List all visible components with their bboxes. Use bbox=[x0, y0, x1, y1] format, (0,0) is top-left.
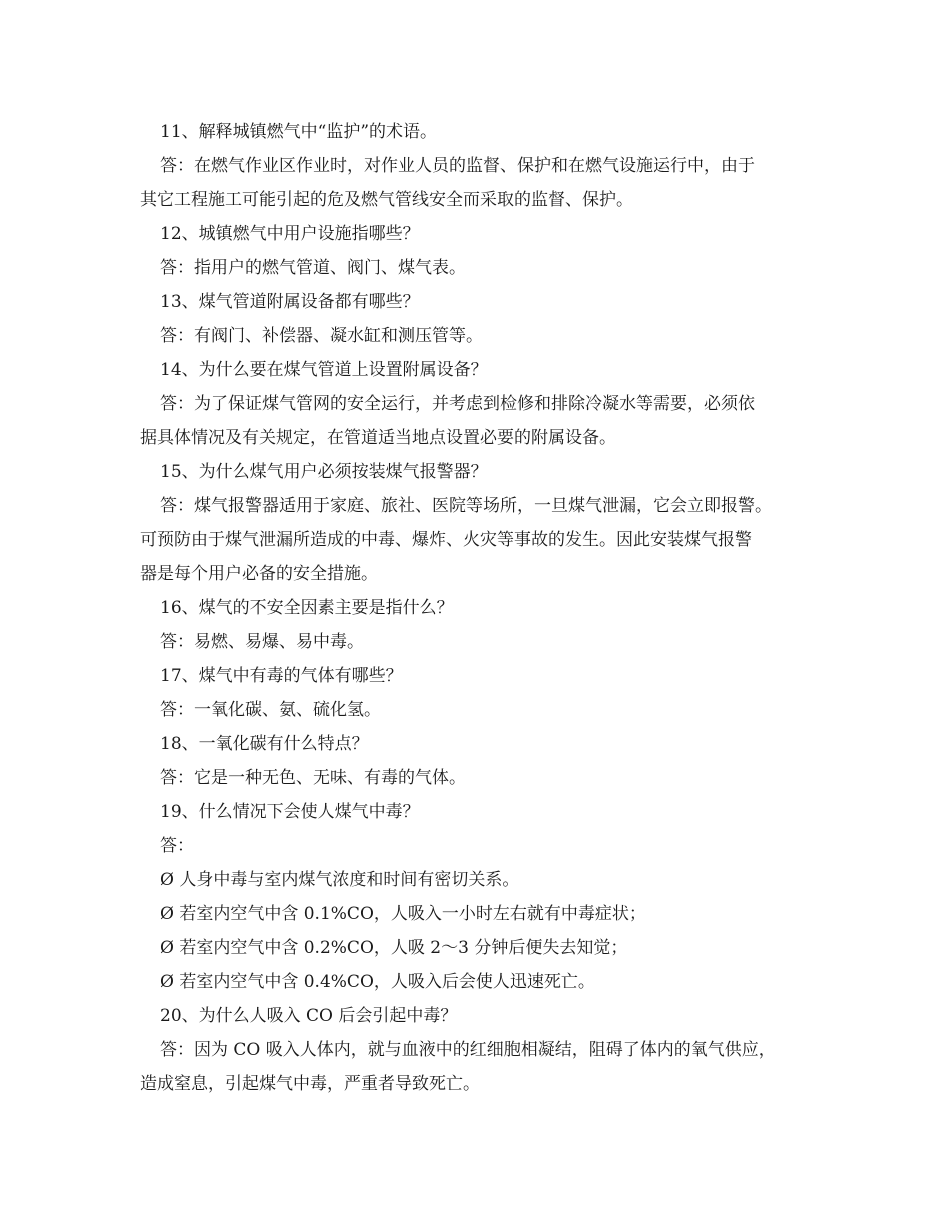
text-line: Ø 若室内空气中含 0.1%CO，人吸入一小时左右就有中毒症状； bbox=[160, 904, 646, 924]
text-line: 据具体情况及有关规定，在管道适当地点设置必要的附属设备。 bbox=[140, 428, 616, 448]
text-line: 15、为什么煤气用户必须按装煤气报警器？ bbox=[160, 462, 488, 482]
text-line: 答：有阀门、补偿器、凝水缸和测压管等。 bbox=[160, 326, 483, 346]
text-line: 16、煤气的不安全因素主要是指什么？ bbox=[160, 598, 454, 618]
text-line: 答： bbox=[160, 836, 194, 856]
text-line: 答：指用户的燃气管道、阀门、煤气表。 bbox=[160, 258, 466, 278]
text-line: 11、解释城镇燃气中“监护”的术语。 bbox=[160, 122, 438, 142]
text-line: 器是每个用户必备的安全措施。 bbox=[140, 564, 378, 584]
text-line: 可预防由于煤气泄漏所造成的中毒、爆炸、火灾等事故的发生。因此安装煤气报警 bbox=[140, 530, 752, 550]
text-line: 答：一氧化碳、氨、硫化氢。 bbox=[160, 700, 381, 720]
text-line: 14、为什么要在煤气管道上设置附属设备？ bbox=[160, 360, 488, 380]
text-line: 答：煤气报警器适用于家庭、旅社、医院等场所，一旦煤气泄漏，它会立即报警。 bbox=[160, 496, 772, 516]
text-line: 13、煤气管道附属设备都有哪些？ bbox=[160, 292, 420, 312]
text-line: 答：易燃、易爆、易中毒。 bbox=[160, 632, 364, 652]
text-line: 造成窒息，引起煤气中毒，严重者导致死亡。 bbox=[140, 1074, 480, 1094]
text-line: 17、煤气中有毒的气体有哪些？ bbox=[160, 666, 403, 686]
text-line: Ø 若室内空气中含 0.4%CO，人吸入后会使人迅速死亡。 bbox=[160, 972, 595, 992]
text-line: 20、为什么人吸入 CO 后会引起中毒？ bbox=[160, 1006, 458, 1026]
text-line: 18、一氧化碳有什么特点？ bbox=[160, 734, 369, 754]
text-line: 12、城镇燃气中用户设施指哪些？ bbox=[160, 224, 420, 244]
text-line: 19、什么情况下会使人煤气中毒？ bbox=[160, 802, 420, 822]
text-line: Ø 人身中毒与室内煤气浓度和时间有密切关系。 bbox=[160, 870, 520, 890]
text-line: Ø 若室内空气中含 0.2%CO，人吸 2～3 分钟后便失去知觉； bbox=[160, 938, 628, 958]
text-line: 答：它是一种无色、无味、有毒的气体。 bbox=[160, 768, 466, 788]
text-line: 答：在燃气作业区作业时，对作业人员的监督、保护和在燃气设施运行中，由于 bbox=[160, 156, 755, 176]
text-line: 其它工程施工可能引起的危及燃气管线安全而采取的监督、保护。 bbox=[140, 190, 633, 210]
text-line: 答：为了保证煤气管网的安全运行，并考虑到检修和排除冷凝水等需要，必须依 bbox=[160, 394, 755, 414]
document-page bbox=[140, 115, 820, 1101]
text-line: 答：因为 CO 吸入人体内，就与血液中的红细胞相凝结，阻碍了体内的氧气供应， bbox=[160, 1040, 776, 1060]
